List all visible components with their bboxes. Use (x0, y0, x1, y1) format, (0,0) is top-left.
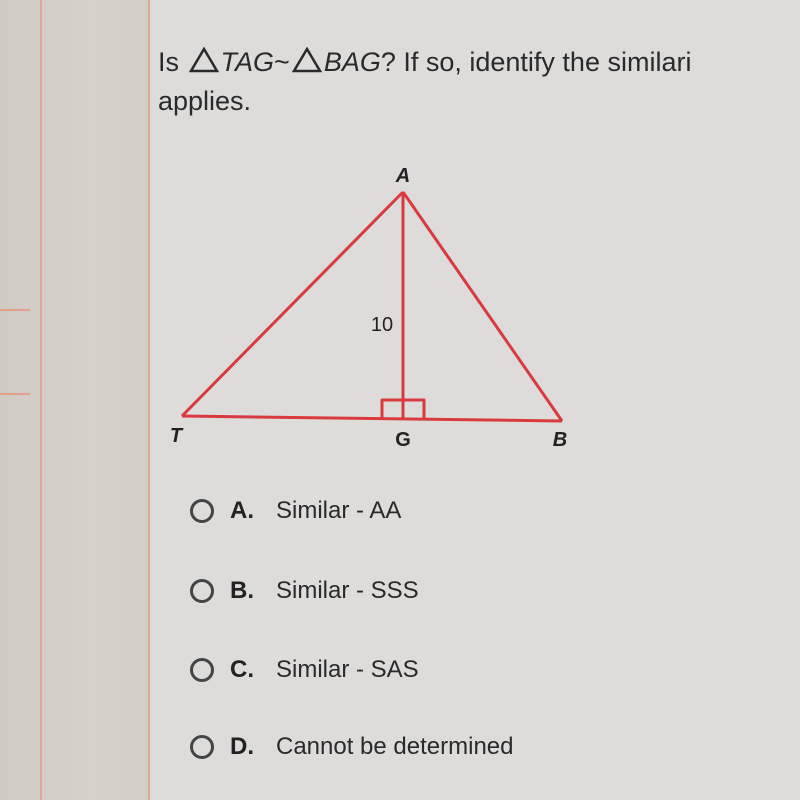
choice-d[interactable] (190, 730, 514, 764)
radio-button[interactable] (190, 579, 214, 603)
vertex-label-A: A (395, 165, 411, 187)
triangle-name-1: TAG (220, 47, 275, 77)
vertex-label-G: G (395, 429, 411, 451)
choice-text: Similar - SSS (276, 577, 419, 604)
triangle-lines (182, 192, 562, 421)
similar-symbol: ~ (274, 47, 290, 77)
choice-letter: B. (230, 577, 254, 604)
radio-button[interactable] (190, 499, 214, 523)
choice-a[interactable] (190, 494, 401, 528)
vertex-label-T: T (169, 425, 183, 447)
side-TB (182, 416, 562, 421)
choice-text: Similar - SAS (276, 656, 419, 683)
radio-button[interactable] (190, 735, 214, 759)
choice-b[interactable] (190, 574, 419, 608)
choice-letter: C. (230, 656, 254, 683)
choice-letter: D. (230, 733, 254, 760)
choice-letter: A. (230, 497, 254, 524)
side-AT (182, 192, 403, 416)
radio-button[interactable] (190, 658, 214, 682)
altitude-length-label: 10 (370, 314, 394, 336)
triangle-name-2: BAG (323, 47, 381, 77)
vertex-label-B: B (552, 429, 568, 451)
question-prefix: Is (158, 47, 180, 77)
choice-text: Similar - AA (276, 497, 402, 524)
side-AB (403, 192, 562, 421)
question-text-line2: applies. (158, 86, 252, 116)
question-suffix: ? If so, identify the similari (380, 47, 692, 77)
choice-c[interactable] (190, 653, 419, 687)
choice-text: Cannot be determined (276, 733, 514, 760)
